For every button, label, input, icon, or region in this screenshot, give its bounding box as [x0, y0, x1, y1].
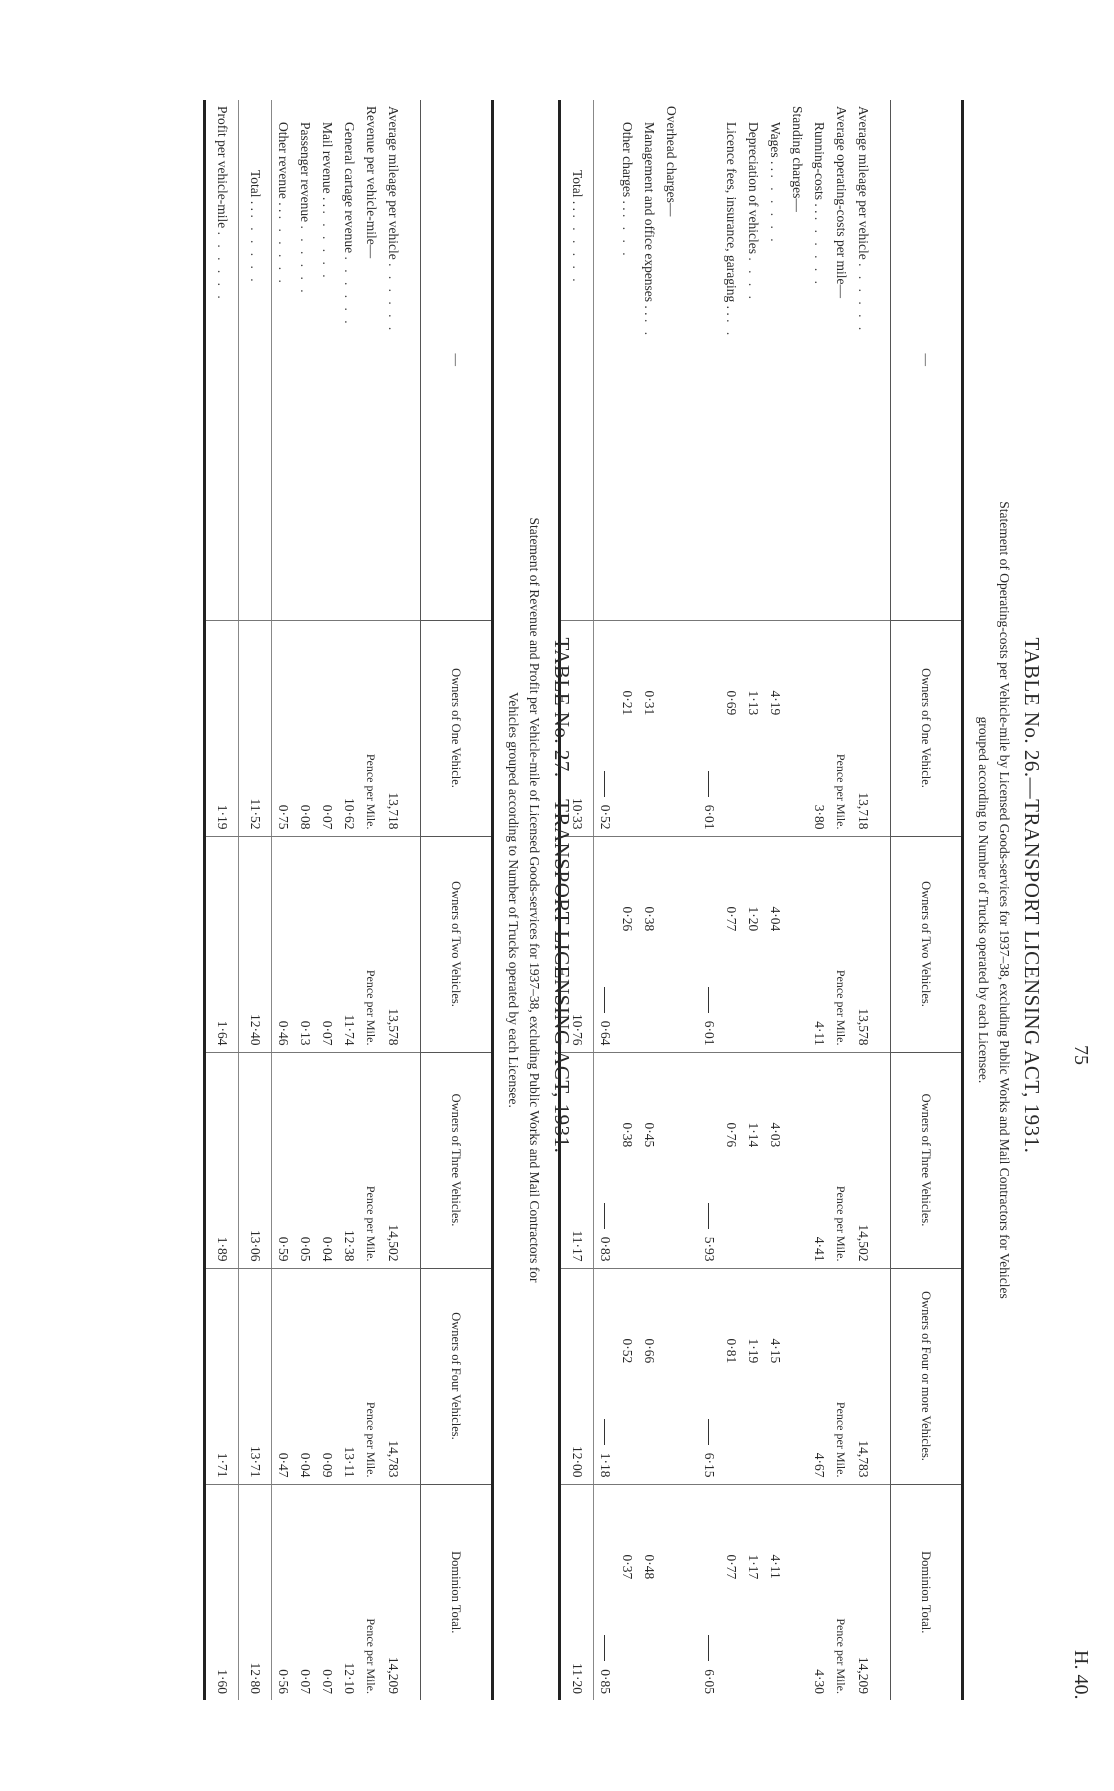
table-cell: 0·75	[272, 620, 295, 836]
row-label: Licence fees, insurance, garaging . .	[724, 122, 739, 316]
row-label: Depreciation of vehicles	[746, 122, 761, 254]
table-row	[786, 100, 808, 1700]
table-row	[830, 100, 852, 1700]
table-cell: 14,783	[852, 1268, 874, 1484]
table-26-title: TABLE No. 26.—TRANSPORT LICENSING ACT, 1931.	[1020, 637, 1044, 1154]
table-cell: 1·19	[742, 1268, 764, 1484]
leader-dots: . . . . . .	[856, 263, 871, 334]
subtotal-rule	[708, 1635, 709, 1661]
subtotal-rule	[604, 1635, 605, 1661]
table-row	[874, 100, 891, 1700]
table-cell: 0·07	[316, 836, 338, 1052]
leader-dots: . . . . . .	[386, 263, 401, 334]
table-cell: 0·48	[638, 1484, 660, 1700]
table-cell: 12·80	[239, 1484, 272, 1700]
subtotal-value: 6·01	[702, 804, 717, 830]
table-cell: 11·52	[239, 620, 272, 836]
subtotal-value: 0·64	[598, 1020, 613, 1046]
table-cell: 4·19	[764, 620, 786, 836]
table-cell: 11·20	[560, 1484, 594, 1700]
column-header-one-vehicle: Owners of One Vehicle.	[891, 620, 963, 836]
table-cell: 0·69	[720, 620, 742, 836]
column-header-dominion-total: Dominion Total.	[891, 1484, 963, 1700]
subtotal-rule	[708, 1419, 709, 1445]
table-row	[239, 100, 272, 1700]
row-label: Average operating-costs per mile—	[834, 106, 849, 299]
row-label: Standing charges—	[790, 106, 805, 212]
row-label: Other revenue . .	[276, 122, 291, 213]
unit-label: Pence per Mile.	[830, 836, 852, 1052]
column-header-two-vehicles: Owners of Two Vehicles.	[891, 836, 963, 1052]
subtotal-value: 6·15	[702, 1452, 717, 1478]
table-cell: 1·71	[205, 1268, 239, 1484]
table-cell: 12·00	[560, 1268, 594, 1484]
subtotal-value: 6·05	[702, 1669, 717, 1694]
row-label: Running-costs . .	[812, 122, 827, 214]
table-cell: 14,209	[382, 1484, 404, 1700]
table-cell: 0·07	[316, 620, 338, 836]
subtotal-rule	[708, 1203, 709, 1229]
table-row	[660, 100, 682, 1700]
page-header	[1062, 0, 1092, 1791]
table-cell: 13,578	[852, 836, 874, 1052]
table-cell: 14,783	[382, 1268, 404, 1484]
table-cell: 0·47	[272, 1268, 295, 1484]
row-label: Mail revenue . .	[320, 122, 335, 208]
table-cell: 0·46	[272, 836, 295, 1052]
table-cell: 1·14	[742, 1052, 764, 1268]
subtotal-value: 6·01	[702, 1020, 717, 1046]
leader-dots: . .	[642, 318, 657, 339]
table-cell: 4·03	[764, 1052, 786, 1268]
leader-dots: . . . . . .	[570, 214, 585, 285]
table-cell: 0·09	[316, 1268, 338, 1484]
table-cell: 14,502	[852, 1052, 874, 1268]
unit-label: Pence per Mile.	[360, 620, 382, 836]
table-row	[742, 100, 764, 1700]
table-row	[852, 100, 874, 1700]
table-27-subtitle-line-1: Statement of Revenue and Profit per Vehicle-mile of Licensed Goods-services for 1937–38, excluding Public Works and Mail Contractors for	[527, 517, 542, 1283]
column-header-four-or-more-vehicles: Owners of Four or more Vehicles.	[891, 1268, 963, 1484]
row-label: Management and office expenses . .	[642, 122, 657, 316]
table-27-subtitle-line-2: Vehicles grouped according to Number of Trucks operated by each Licensee.	[506, 692, 521, 1108]
table-cell: 4·11	[808, 836, 830, 1052]
row-label: General cartage revenue	[342, 122, 357, 254]
table-cell: 1·17	[742, 1484, 764, 1700]
row-label: Average mileage per vehicle	[856, 106, 871, 260]
table-row	[338, 100, 360, 1700]
table-row	[764, 100, 786, 1700]
table-cell: 0·52	[616, 1268, 638, 1484]
row-label: Overhead charges—	[664, 106, 679, 217]
row-label: Average mileage per vehicle	[386, 106, 401, 260]
table-cell: 3·80	[808, 620, 830, 836]
table-cell: 13,718	[382, 620, 404, 836]
table-cell: 0·07	[294, 1484, 316, 1700]
table-cell: 0·76	[720, 1052, 742, 1268]
leader-dots: . . . . . .	[812, 216, 827, 288]
table-row	[272, 100, 295, 1700]
leader-dots: . . . . . .	[215, 231, 230, 302]
table-27-title: TABLE No. 27.—TRANSPORT LICENSING ACT, 1931.	[550, 637, 574, 1154]
table-cell: 0·77	[720, 1484, 742, 1700]
unit-label: Pence per Mile.	[360, 1052, 382, 1268]
table-26	[558, 100, 964, 1700]
table-cell: 0·04	[316, 1052, 338, 1268]
table-26-header-row	[891, 100, 963, 1700]
table-cell: 1·64	[205, 836, 239, 1052]
table-cell: 4·04	[764, 836, 786, 1052]
table-cell: 14,209	[852, 1484, 874, 1700]
row-label: Total . .	[248, 170, 263, 212]
table-cell: 14,502	[382, 1052, 404, 1268]
column-header-blank: —	[449, 353, 463, 366]
table-cell: 11·74	[338, 836, 360, 1052]
table-row	[594, 100, 617, 1700]
table-cell: 12·38	[338, 1052, 360, 1268]
column-header-three-vehicles: Owners of Three Vehicles.	[891, 1052, 963, 1268]
column-header-four-vehicles: Owners of Four Vehicles.	[421, 1268, 493, 1484]
table-cell: 10·33	[560, 620, 594, 836]
table-cell: 10·76	[560, 836, 594, 1052]
table-cell: 0·05	[294, 1052, 316, 1268]
leader-dots: . . . . . .	[276, 215, 291, 286]
table-26-subtitle-line-2: grouped according to Number of Trucks operated by each Licensee.	[976, 716, 991, 1084]
subtotal-value: 0·85	[598, 1669, 613, 1694]
table-row	[404, 100, 421, 1700]
table-cell: 0·56	[272, 1484, 295, 1700]
table-row	[638, 100, 660, 1700]
table-cell: 0·59	[272, 1052, 295, 1268]
unit-label: Pence per Mile.	[830, 1052, 852, 1268]
table-cell: 4·41	[808, 1052, 830, 1268]
table-cell: 0·38	[638, 836, 660, 1052]
table-row	[682, 100, 698, 1700]
table-cell: 4·11	[764, 1484, 786, 1700]
table-cell: 13,718	[852, 620, 874, 836]
table-cell: 0·31	[638, 620, 660, 836]
unit-label: Pence per Mile.	[830, 620, 852, 836]
leader-dots: . . . . . .	[768, 174, 783, 245]
unit-label: Pence per Mile.	[830, 1484, 852, 1700]
table-row	[382, 100, 404, 1700]
table-row	[205, 100, 239, 1700]
table-cell: 12·10	[338, 1484, 360, 1700]
table-row	[294, 100, 316, 1700]
table-cell: 13·71	[239, 1268, 272, 1484]
table-cell: 0·13	[294, 836, 316, 1052]
column-header-blank: —	[919, 353, 933, 366]
unit-label: Pence per Mile.	[830, 1268, 852, 1484]
table-26-subtitle-line-1: Statement of Operating-costs per Vehicle-mile by Licensed Goods-services for 1937–38, excluding Public Works and Mail Contractors for Vehicles	[997, 501, 1012, 1299]
leader-dots: . .	[724, 319, 739, 339]
unit-label: Pence per Mile.	[360, 1268, 382, 1484]
table-cell: 1·19	[205, 620, 239, 836]
table-cell: 0·26	[616, 836, 638, 1052]
table-cell: 13·11	[338, 1268, 360, 1484]
table-27-header-row	[421, 100, 493, 1700]
table-row	[316, 100, 338, 1700]
table-cell: 1·13	[742, 620, 764, 836]
subtotal-rule	[604, 987, 605, 1013]
table-cell: 1·60	[205, 1484, 239, 1700]
leader-dots: . . . .	[746, 257, 761, 302]
subtotal-value: 5·93	[702, 1236, 717, 1262]
table-27	[203, 100, 494, 1700]
table-row	[720, 100, 742, 1700]
subtotal-rule	[604, 1419, 605, 1445]
column-header-two-vehicles: Owners of Two Vehicles.	[421, 836, 493, 1052]
table-row	[360, 100, 382, 1700]
column-header-one-vehicle: Owners of One Vehicle.	[421, 620, 493, 836]
table-cell: 12·40	[239, 836, 272, 1052]
table-cell: 11·17	[560, 1052, 594, 1268]
page-number: 75	[1070, 1045, 1092, 1065]
unit-label: Pence per Mile.	[360, 1484, 382, 1700]
subtotal-rule	[708, 771, 709, 797]
table-cell: 13,578	[382, 836, 404, 1052]
column-header-three-vehicles: Owners of Three Vehicles.	[421, 1052, 493, 1268]
table-cell: 0·07	[316, 1484, 338, 1700]
table-cell: 10·62	[338, 620, 360, 836]
table-row	[616, 100, 638, 1700]
table-cell: 1·89	[205, 1052, 239, 1268]
table-cell: 4·30	[808, 1484, 830, 1700]
unit-label: Pence per Mile.	[360, 836, 382, 1052]
table-cell: 0·04	[294, 1268, 316, 1484]
subtotal-rule	[604, 1203, 605, 1229]
table-cell: 0·45	[638, 1052, 660, 1268]
table-cell: 0·38	[616, 1052, 638, 1268]
table-cell: 0·77	[720, 836, 742, 1052]
table-cell: 0·37	[616, 1484, 638, 1700]
row-label: Wages . .	[768, 122, 783, 172]
leader-dots: . . . . . .	[342, 256, 357, 327]
leader-dots: . . . . . .	[298, 225, 313, 296]
row-label: Other charges . .	[620, 122, 635, 211]
row-label: Profit per vehicle-mile	[215, 106, 230, 229]
row-label: Total . .	[570, 170, 585, 212]
row-label: Revenue per vehicle-mile—	[364, 106, 379, 259]
column-header-dominion-total: Dominion Total.	[421, 1484, 493, 1700]
row-label: Passenger revenue	[298, 122, 313, 223]
subtotal-value: 1·18	[598, 1452, 613, 1478]
subtotal-rule	[708, 987, 709, 1013]
leader-dots: . . . .	[620, 213, 635, 259]
leader-dots: . . . . . .	[320, 210, 335, 281]
leader-dots: . . . . . .	[248, 214, 263, 285]
table-row	[698, 100, 720, 1700]
table-cell: 4·67	[808, 1268, 830, 1484]
table-cell: 0·66	[638, 1268, 660, 1484]
table-cell: 13·06	[239, 1052, 272, 1268]
table-cell: 4·15	[764, 1268, 786, 1484]
table-cell: 0·08	[294, 620, 316, 836]
subtotal-value: 0·52	[598, 804, 613, 830]
table-cell: 0·21	[616, 620, 638, 836]
table-cell: 1·20	[742, 836, 764, 1052]
table-row	[808, 100, 830, 1700]
subtotal-value: 0·83	[598, 1236, 613, 1262]
subtotal-rule	[604, 771, 605, 797]
document-code: H. 40.	[1070, 1650, 1092, 1700]
table-cell: 0·81	[720, 1268, 742, 1484]
